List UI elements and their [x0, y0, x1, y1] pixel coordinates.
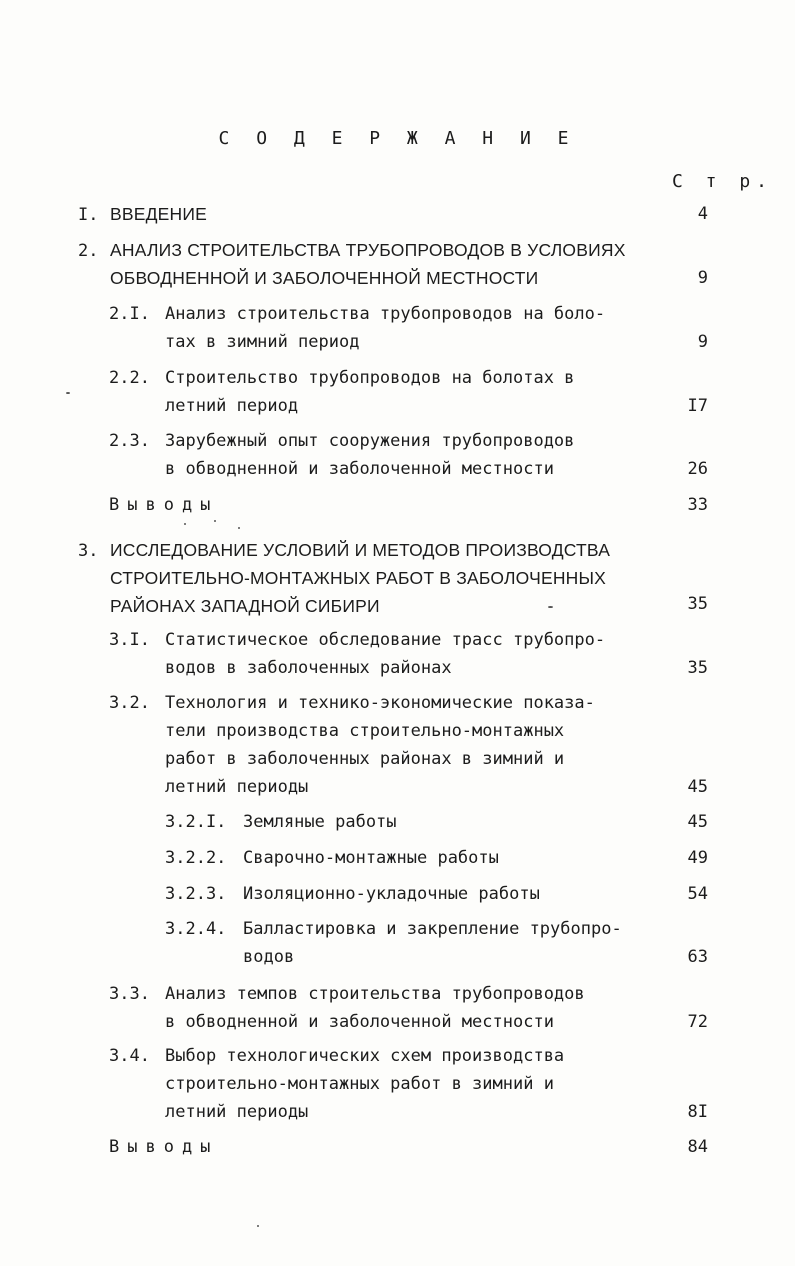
- toc-title-line: Выводы: [109, 1137, 219, 1157]
- toc-number: 2.I.: [109, 304, 150, 324]
- toc-title-line: Анализ строительства трубопроводов на боло-: [165, 304, 606, 324]
- toc-entry-3-2-3: [165, 880, 540, 908]
- toc-title-line: Технология и технико-экономические показа-: [165, 693, 595, 713]
- toc-title-line: РАЙОНАХ ЗАПАДНОЙ СИБИРИ: [110, 596, 380, 616]
- toc-number: 2.3.: [109, 431, 150, 451]
- page-title: С О Д Е Р Ж А Н И Е: [218, 128, 577, 149]
- toc-title-line: ИССЛЕДОВАНИЕ УСЛОВИЙ И МЕТОДОВ ПРОИЗВОДСТВА: [110, 540, 611, 560]
- toc-page-number: 35: [687, 594, 708, 614]
- scan-speck: [238, 527, 240, 529]
- toc-title-line: Изоляционно-укладочные работы: [243, 884, 540, 904]
- toc-title-line: Балластировка и закрепление трубопро-: [243, 919, 622, 939]
- toc-number: 3.2.: [109, 693, 150, 713]
- toc-title-line: летний период: [165, 396, 299, 416]
- toc-entry-3-4: [109, 1042, 564, 1126]
- toc-title-line: АНАЛИЗ СТРОИТЕЛЬСТВА ТРУБОПРОВОДОВ В УСЛОВИЯХ: [110, 240, 626, 260]
- toc-entry-2-2: [109, 364, 574, 420]
- toc-title-line: тели производства строительно-монтажных: [165, 721, 565, 741]
- toc-page-number: 33: [687, 495, 708, 515]
- toc-entry-3-2-1: [165, 808, 397, 836]
- toc-number: 3.2.I.: [165, 812, 227, 832]
- toc-title-line: водов: [243, 947, 295, 967]
- toc-number: 3.4.: [109, 1046, 150, 1066]
- toc-page-number: 8I: [687, 1102, 708, 1122]
- scan-speck: [257, 1225, 259, 1227]
- toc-number: 3.I.: [109, 630, 150, 650]
- toc-number: 2.: [78, 241, 99, 261]
- toc-title-line: ВВЕДЕНИЕ: [110, 204, 208, 224]
- toc-number: 3.: [78, 541, 99, 561]
- toc-title-line: летний периоды: [165, 1102, 309, 1122]
- toc-title-line: в обводненной и заболоченной местности: [165, 459, 554, 479]
- toc-title-line: Зарубежный опыт сооружения трубопроводов: [165, 431, 575, 451]
- toc-page-number: 54: [687, 884, 708, 904]
- toc-page-number: 84: [687, 1137, 708, 1157]
- toc-title-line: Строительство трубопроводов на болотах в: [165, 368, 575, 388]
- toc-title-line: Статистическое обследование трасс трубопро-: [165, 630, 606, 650]
- toc-title-line: строительно-монтажных работ в зимний и: [165, 1074, 554, 1094]
- toc-page-number: 9: [697, 332, 708, 352]
- toc-title-line: Земляные работы: [243, 812, 397, 832]
- toc-number: 3.2.2.: [165, 848, 227, 868]
- toc-number: 3.2.3.: [165, 884, 227, 904]
- toc-title-line: Выводы: [109, 495, 219, 515]
- toc-entry-3-2-4: [165, 915, 622, 971]
- toc-entry-3-3: [109, 980, 585, 1036]
- toc-title-line: водов в заболоченных районах: [165, 658, 452, 678]
- toc-title-line: СТРОИТЕЛЬНО-МОНТАЖНЫХ РАБОТ В ЗАБОЛОЧЕННЫХ: [110, 568, 607, 588]
- toc-page-number: 26: [687, 459, 708, 479]
- toc-title-line: ОБВОДНЕННОЙ И ЗАБОЛОЧЕННОЙ МЕСТНОСТИ: [110, 268, 539, 288]
- toc-page-number: I7: [687, 396, 708, 416]
- toc-title-line: работ в заболоченных районах в зимний и: [165, 749, 565, 769]
- toc-page-number: 35: [687, 658, 708, 678]
- toc-number: 3.3.: [109, 984, 150, 1004]
- toc-title-line: тах в зимний период: [165, 332, 360, 352]
- page-column-label: С т р.: [672, 171, 774, 192]
- toc-page-number: 4: [697, 204, 708, 224]
- toc-title-line: Анализ темпов строительства трубопроводов: [165, 984, 585, 1004]
- scan-speck: [548, 606, 553, 608]
- toc-title-line: в обводненной и заболоченной местности: [165, 1012, 554, 1032]
- toc-entry-2-3: [109, 427, 574, 483]
- scan-speck: [214, 520, 216, 522]
- toc-title-line: Сварочно-монтажные работы: [243, 848, 499, 868]
- scan-speck: [66, 392, 70, 394]
- toc-entry-2-1: [109, 300, 605, 356]
- toc-page-number: 9: [697, 268, 708, 288]
- toc-page-number: 45: [687, 812, 708, 832]
- toc-entry-3-2-2: [165, 844, 499, 872]
- toc-entry-conclusions-1: [109, 491, 218, 519]
- toc-entry-conclusions-2: [109, 1133, 218, 1161]
- toc-page-number: 72: [687, 1012, 708, 1032]
- scan-speck: [184, 523, 186, 525]
- toc-page-number: 49: [687, 848, 708, 868]
- toc-entry-2: [78, 236, 626, 292]
- toc-number: 2.2.: [109, 368, 150, 388]
- toc-number: I.: [78, 205, 99, 225]
- toc-entry-3: [78, 536, 610, 620]
- toc-entry-3-2: [109, 689, 595, 801]
- toc-entry-3-1: [109, 626, 605, 682]
- toc-page-number: 45: [687, 777, 708, 797]
- toc-number: 3.2.4.: [165, 919, 227, 939]
- toc-entry-1: [78, 200, 207, 228]
- toc-title-line: летний периоды: [165, 777, 309, 797]
- toc-page-number: 63: [687, 947, 708, 967]
- toc-title-line: Выбор технологических схем производства: [165, 1046, 565, 1066]
